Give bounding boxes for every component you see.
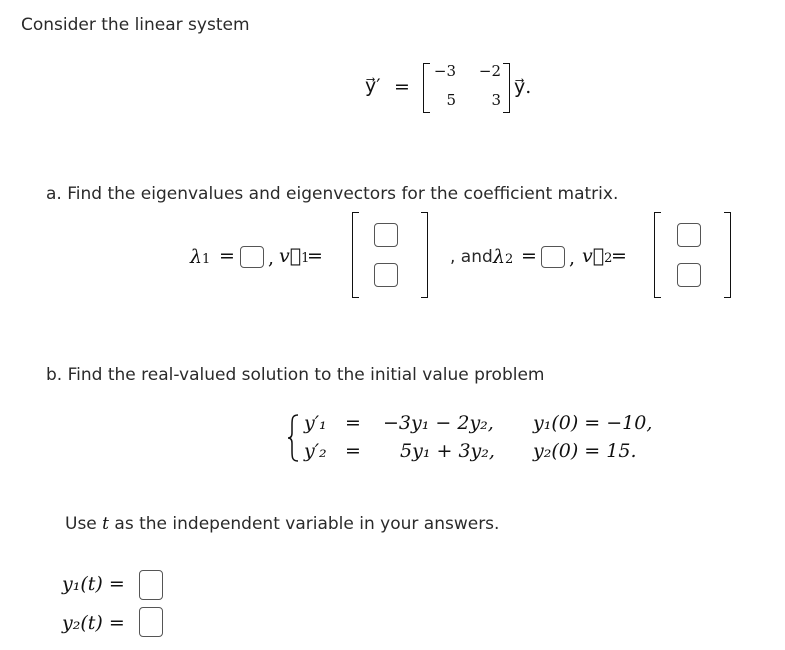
y2t-label: y₂(t) = xyxy=(62,612,125,634)
v2-component-2-input[interactable] xyxy=(677,263,701,287)
matrix-right-bracket xyxy=(503,63,510,113)
v1-equals: = xyxy=(307,245,323,267)
v2-equals: = xyxy=(611,245,627,267)
v1-left-bracket xyxy=(352,212,359,298)
eq1-lhs: y′₁ xyxy=(304,412,327,434)
eq2-equals: = xyxy=(345,440,361,462)
v1-component-1-input[interactable] xyxy=(374,223,398,247)
lambda2-label: λ2 xyxy=(493,246,514,268)
system-brace xyxy=(287,413,299,463)
eq1-initial-condition: y₁(0) = −10, xyxy=(533,412,653,434)
y1t-label: y₁(t) = xyxy=(62,573,125,595)
eq2-initial-condition: y₂(0) = 15. xyxy=(533,440,637,462)
y1t-input[interactable] xyxy=(139,570,163,600)
eq2-rhs: 5y₁ + 3y₂, xyxy=(400,440,495,462)
v1-component-2-input[interactable] xyxy=(374,263,398,287)
v2-component-1-input[interactable] xyxy=(677,223,701,247)
matrix-cell-11: −3 xyxy=(433,62,456,80)
system-lhs: y⃗′ xyxy=(365,75,381,97)
part-a-prompt: a. Find the eigenvalues and eigenvectors for the coefficient matrix. xyxy=(46,184,619,204)
eq2-lhs: y′₂ xyxy=(304,440,327,462)
and-text: , and xyxy=(450,247,493,267)
lambda1-input[interactable] xyxy=(240,246,264,268)
eq1-equals: = xyxy=(345,412,361,434)
y2t-input[interactable] xyxy=(139,607,163,637)
system-rhs: y⃗. xyxy=(514,76,532,98)
instruction-text: Use t as the independent variable in your answers. xyxy=(65,514,500,534)
lambda1-label: λ1 xyxy=(190,246,211,268)
matrix-cell-12: −2 xyxy=(478,62,501,80)
v2-label: v⃗2 xyxy=(582,245,613,267)
lambda2-input[interactable] xyxy=(541,246,565,268)
v2-left-bracket xyxy=(654,212,661,298)
intro-text: Consider the linear system xyxy=(21,15,250,35)
lambda2-equals: = xyxy=(521,245,537,267)
v1-label: v⃗1 xyxy=(279,245,310,267)
part-b-prompt: b. Find the real-valued solution to the initial value problem xyxy=(46,365,545,385)
matrix-left-bracket xyxy=(423,63,430,113)
comma-2: , xyxy=(569,247,576,269)
matrix-cell-22: 3 xyxy=(491,91,501,109)
comma-1: , xyxy=(268,247,275,269)
v1-right-bracket xyxy=(421,212,428,298)
system-equals: = xyxy=(394,76,410,98)
matrix-cell-21: 5 xyxy=(446,91,456,109)
eq1-rhs: −3y₁ − 2y₂, xyxy=(383,412,494,434)
lambda1-equals: = xyxy=(219,245,235,267)
v2-right-bracket xyxy=(724,212,731,298)
